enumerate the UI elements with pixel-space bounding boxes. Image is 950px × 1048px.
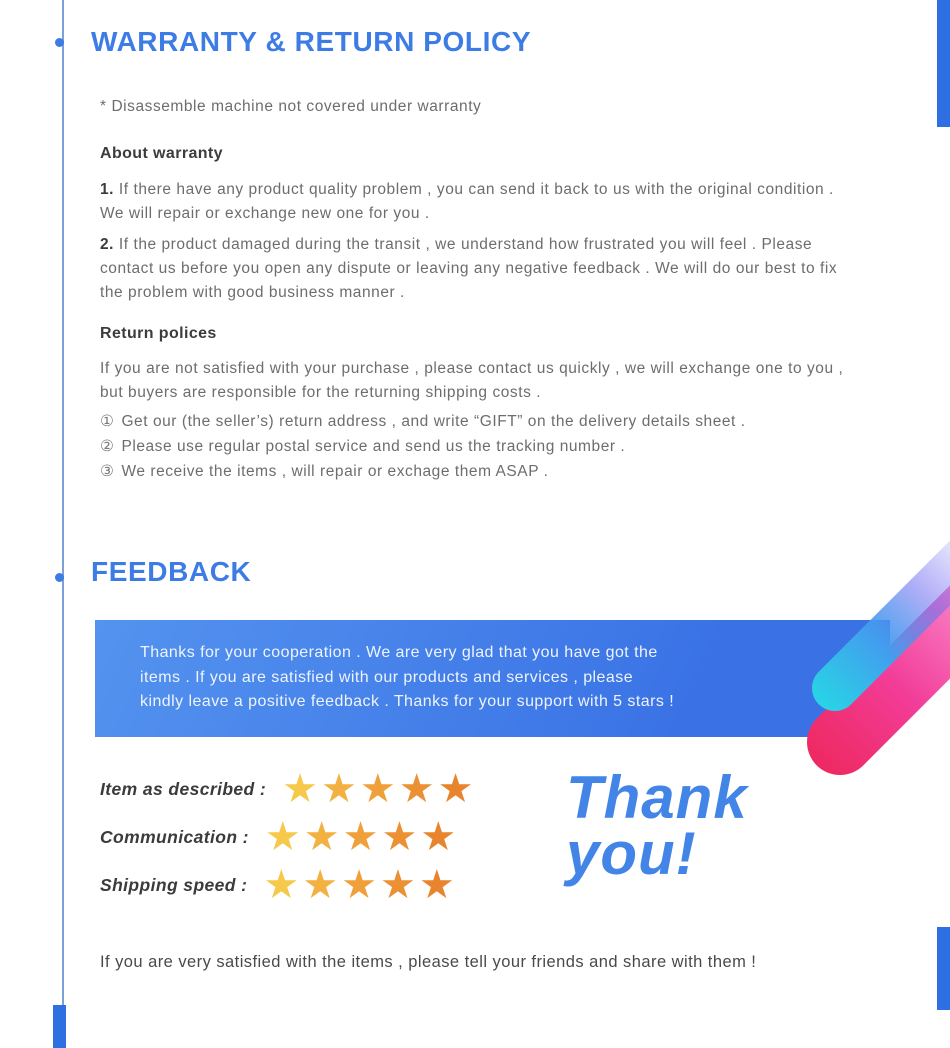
thank-you-line: you! (566, 820, 697, 887)
banner-line: items . If you are satisfied with our products and services , please (140, 668, 634, 686)
rating-row (100, 765, 476, 813)
closing-text: If you are very satisfied with the items , please tell your friends and share with them ! (100, 953, 757, 971)
banner-line: Thanks for your cooperation . We are very glad that you have got the (140, 644, 658, 661)
five-star-rating (263, 862, 457, 908)
five-star-rating (264, 814, 459, 860)
return-steps (100, 410, 880, 485)
return-step: ② Please use regular postal service and send us the tracking number . (100, 438, 626, 455)
return-intro: If you are not satisfied with your purchase , please contact us quickly , we will exchange one to you , but buyers are responsible for the returning shipping costs . (100, 360, 844, 401)
star-icon: ★ (398, 766, 435, 812)
warranty-items (100, 178, 842, 312)
about-warranty-heading: About warranty (100, 145, 223, 162)
circled-number-icon: ① (100, 413, 115, 430)
star-icon: ★ (264, 814, 301, 860)
star-icon: ★ (321, 766, 357, 812)
return-polices-heading: Return polices (100, 325, 217, 342)
banner-line: kindly leave a positive feedback . Thanks for your support with 5 stars ! (140, 693, 675, 710)
circled-number-icon: ③ (100, 463, 115, 480)
feedback-banner-text (140, 641, 674, 715)
bullet-dot-icon (55, 573, 64, 582)
star-icon: ★ (342, 814, 379, 860)
star-icon: ★ (303, 814, 340, 860)
return-step: ① Get our (the seller’s) return address , and write “GIFT” on the delivery details sheet . (100, 413, 746, 430)
rating-label: Communication : (100, 826, 249, 847)
star-icon: ★ (263, 862, 300, 908)
star-icon: ★ (437, 766, 474, 812)
star-icon: ★ (341, 862, 377, 908)
star-icon: ★ (420, 814, 457, 860)
warranty-item: 2. If the product damaged during the transit , we understand how frustrated you will feel . Please contact us before you open any dispute or leaving any negative feedback . We will do our best to fix the problem with good business manner . (100, 236, 838, 301)
warranty-section-title: WARRANTY & RETURN POLICY (91, 26, 532, 57)
five-star-rating (282, 766, 476, 812)
bullet-dot-icon (55, 38, 64, 47)
thank-you-text (566, 764, 748, 887)
rating-label: Shipping speed : (100, 874, 248, 895)
star-icon: ★ (302, 862, 339, 908)
bottom-right-accent-bar (937, 927, 950, 1010)
star-icon: ★ (282, 766, 318, 812)
rating-row (100, 813, 476, 861)
circled-number-icon: ② (100, 438, 115, 455)
left-rail-line (62, 0, 64, 1048)
return-step: ③ We receive the items , will repair or exchage them ASAP . (100, 463, 549, 480)
star-icon: ★ (418, 862, 455, 908)
rating-row (100, 861, 476, 909)
bottom-left-accent-bar (53, 1005, 66, 1048)
star-icon: ★ (381, 814, 418, 860)
thank-you-line: Thank (566, 764, 748, 831)
top-right-accent-bar (937, 0, 950, 127)
rating-label: Item as described : (100, 778, 267, 799)
warranty-item: 1. If there have any product quality problem , you can send it back to us with the original condition . We will repair or exchange new one for you . (100, 181, 834, 222)
warranty-note: * Disassemble machine not covered under warranty (100, 98, 482, 115)
feedback-section-title: FEEDBACK (91, 556, 252, 587)
star-icon: ★ (379, 862, 416, 908)
feedback-banner (95, 620, 890, 737)
star-icon: ★ (359, 766, 396, 812)
rating-rows (100, 765, 476, 909)
